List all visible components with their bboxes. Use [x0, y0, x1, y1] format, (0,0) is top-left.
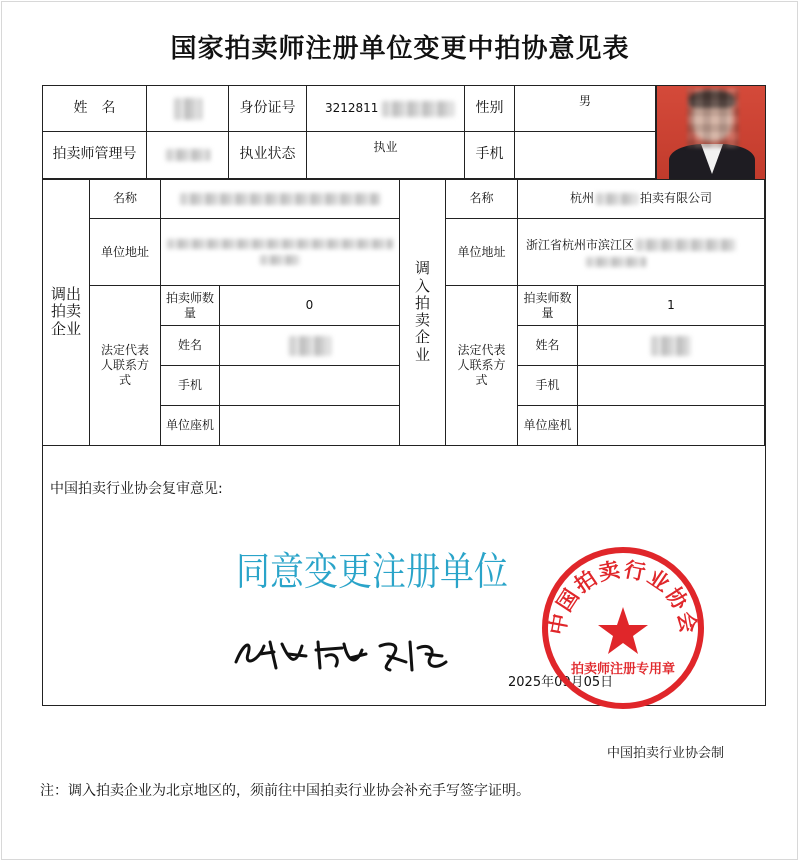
out-mobile-label: 手机 [161, 366, 220, 406]
phone-value [515, 132, 656, 179]
form-maker: 中国拍卖行业协会制 [607, 746, 725, 761]
in-name-value [518, 179, 765, 219]
phone-label: 手机 [465, 132, 515, 179]
in-legal-rep-label: 法定代表人联系方式 [446, 286, 518, 446]
footnote: 注：调入拍卖企业为北京地区的，须前往中国拍卖行业协会补充手写签字证明。 [40, 783, 530, 799]
id-label: 身份证号 [229, 86, 307, 132]
redacted-out-address [167, 239, 393, 249]
out-mobile-value [220, 366, 400, 406]
gender-value: 男 [515, 86, 656, 132]
consent-statement: 同意变更注册单位 [236, 549, 508, 596]
seal-org-text: 中国拍卖行业协会 [545, 557, 701, 637]
out-person-name-label: 姓名 [161, 326, 220, 366]
name-label: 姓 名 [43, 86, 147, 132]
out-landline-value [220, 406, 400, 446]
out-address-label: 单位地址 [90, 219, 161, 286]
out-person-name-value [220, 326, 400, 366]
in-name-label: 名称 [446, 179, 518, 219]
in-company-prefix: 杭州 [569, 191, 594, 205]
in-count-value: 1 [578, 286, 765, 326]
out-legal-rep-label: 法定代表人联系方式 [90, 286, 161, 446]
in-company-suffix: 拍卖有限公司 [640, 191, 713, 205]
name-value [147, 86, 229, 132]
in-mobile-value [578, 366, 765, 406]
mgmt-no-label: 拍卖师管理号 [43, 132, 147, 179]
seal-purpose-text: 拍卖师注册专用章 [570, 662, 676, 677]
redacted-out-person [289, 336, 331, 356]
status-value: 执业 [307, 132, 465, 179]
star-icon [598, 607, 648, 654]
handwritten-signatures [230, 632, 460, 676]
in-person-name-label: 姓名 [518, 326, 578, 366]
form-title: 国家拍卖师注册单位变更中拍协意见表 [170, 34, 630, 64]
redacted-in-person [651, 336, 691, 356]
official-seal [540, 545, 706, 711]
mgmt-no-value [147, 132, 229, 179]
out-name-label: 名称 [90, 179, 161, 219]
in-address-label: 单位地址 [446, 219, 518, 286]
id-value [307, 86, 465, 132]
out-name-value [161, 179, 400, 219]
gender-label: 性别 [465, 86, 515, 132]
in-address-text: 浙江省杭州市滨江区 [526, 237, 635, 252]
out-landline-label: 单位座机 [161, 406, 220, 446]
redacted-name [174, 98, 202, 120]
in-person-name-value [578, 326, 765, 366]
id-number-prefix: 3212811 [325, 101, 379, 115]
out-count-label: 拍卖师数量 [161, 286, 220, 326]
applicant-photo [656, 86, 765, 179]
redacted-mgmt-no [166, 149, 210, 161]
in-landline-value [578, 406, 765, 446]
transfer-in-label: 调入拍卖企业 [400, 179, 446, 446]
in-mobile-label: 手机 [518, 366, 578, 406]
transfer-out-label: 调出拍卖企业 [43, 179, 90, 446]
redacted-out-name [180, 193, 380, 205]
in-address-value [518, 219, 765, 286]
out-address-value [161, 219, 400, 286]
redacted-id [382, 101, 454, 117]
review-opinion-label: 中国拍卖行业协会复审意见: [50, 481, 223, 497]
in-landline-label: 单位座机 [518, 406, 578, 446]
approval-date: 2025年09月05日 [508, 675, 614, 690]
status-label: 执业状态 [229, 132, 307, 179]
in-count-label: 拍卖师数量 [518, 286, 578, 326]
out-count-value: 0 [220, 286, 400, 326]
